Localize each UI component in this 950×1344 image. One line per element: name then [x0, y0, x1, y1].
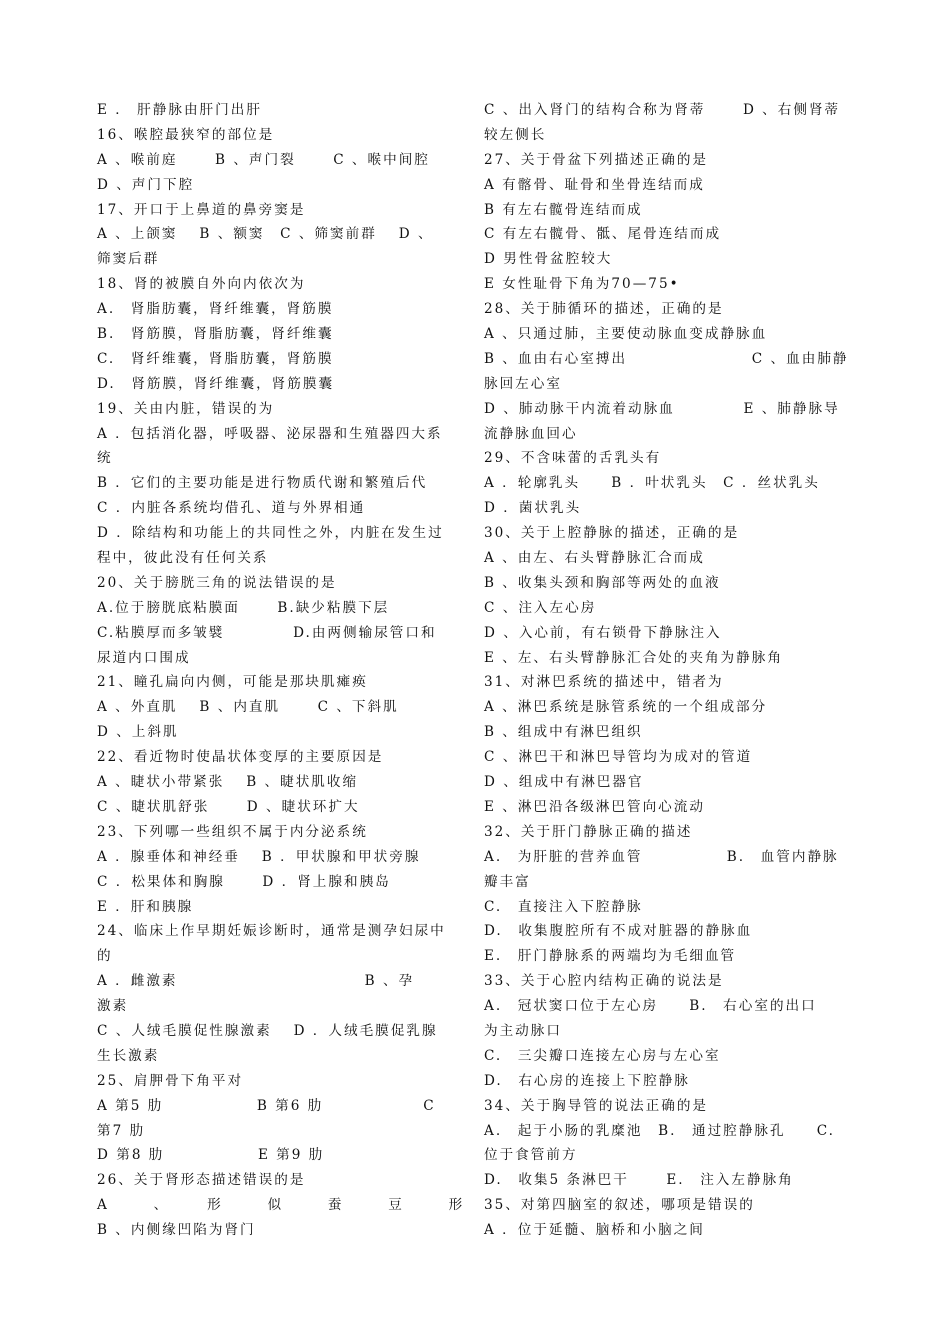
text-line: 筛窦后群	[97, 251, 160, 268]
text-line: D ．菌状乳头	[484, 500, 582, 517]
text-line: B ．它们的主要功能是进行物质代谢和繁殖后代	[97, 475, 428, 492]
text-line: 34、关于胸导管的说法正确的是	[484, 1097, 709, 1114]
text-line: E. 肝门静脉系的两端均为毛细血管	[484, 948, 737, 965]
text-line: D 、组成中有淋巴器官	[484, 774, 644, 791]
text-line: D. 肾筋膜，肾纤维囊，肾筋膜囊	[97, 375, 335, 392]
text-line: E ．肝和胰腺	[97, 898, 194, 915]
text-line: 的	[97, 948, 113, 965]
text-line: D. 右心房的连接上下腔静脉	[484, 1072, 690, 1089]
left-text-column	[97, 98, 467, 1243]
text-line: C. 直接注入下腔静脉	[484, 898, 643, 915]
text-line: C.粘膜厚而多皱襞 D.由两侧输尿管口和	[97, 624, 437, 641]
right-text-column	[484, 98, 854, 1243]
text-line: A 、 形 似 蚕 豆 形	[97, 1197, 464, 1214]
text-line: B 、血由右心室搏出 C 、血由肺静	[484, 350, 849, 367]
text-line: 22、看近物时使晶状体变厚的主要原因是	[97, 749, 384, 766]
text-line: B 、内侧缘凹陷为肾门	[97, 1222, 256, 1239]
text-line: D 、肺动脉干内流着动脉血 E 、肺静脉导	[484, 400, 840, 417]
text-line: A. 冠状窦口位于左心房 B. 右心室的出口	[484, 998, 817, 1015]
text-line: A 、外直肌 B 、内直肌 C 、下斜肌	[97, 699, 399, 716]
text-line: 35、对第四脑室的叙述，哪项是错误的	[484, 1197, 755, 1214]
text-line: B 有左右髋骨连结而成	[484, 201, 643, 218]
text-line: 25、肩胛骨下角平对	[97, 1072, 244, 1089]
text-line: A 、淋巴系统是脉管系统的一个组成部分	[484, 699, 768, 716]
text-line: E ． 肝静脉由肝门出肝	[97, 102, 262, 118]
text-line: D 男性骨盆腔较大	[484, 251, 613, 268]
text-line: C 、人绒毛膜促性腺激素 D ．人绒毛膜促乳腺	[97, 1022, 438, 1039]
text-line: 19、关由内脏，错误的为	[97, 400, 275, 417]
text-line: C. 肾纤维囊，肾脂肪囊，肾筋膜	[97, 350, 334, 367]
text-line: 21、瞳孔扁向内侧，可能是那块肌瘫痪	[97, 674, 368, 691]
text-line: B 、组成中有淋巴组织	[484, 724, 643, 741]
text-line: D ．除结构和功能上的共同性之外，内脏在发生过	[97, 525, 444, 542]
text-line: E 、淋巴沿各级淋巴管向心流动	[484, 798, 705, 815]
text-line: A 、睫状小带紧张 B 、睫状肌收缩	[97, 774, 359, 791]
text-line: D. 收集5 条淋巴干 E. 注入左静脉角	[484, 1172, 794, 1189]
text-line: 第7 肋	[97, 1122, 146, 1139]
text-line: A 第5 肋 B 第6 肋 C	[97, 1097, 436, 1114]
text-line: D 、声门下腔	[97, 176, 195, 193]
text-line: A ．包括消化器，呼吸器、泌尿器和生殖器四大系	[97, 425, 443, 442]
text-line: 16、喉腔最狭窄的部位是	[97, 126, 275, 143]
text-line: A ．腺垂体和神经垂 B ．甲状腺和甲状旁腺	[97, 848, 421, 865]
text-line: A 有髂骨、耻骨和坐骨连结而成	[484, 176, 705, 193]
text-line: A ．雌激素 B 、孕	[97, 973, 415, 990]
text-line: 统	[97, 450, 113, 467]
text-line: 26、关于肾形态描述错误的是	[97, 1172, 306, 1189]
text-line: 程中，彼此没有任何关系	[97, 550, 269, 567]
text-line: D 、上斜肌	[97, 724, 179, 741]
text-line: 23、下列哪一些组织不属于内分泌系统	[97, 823, 368, 840]
text-line: 位于食管前方	[484, 1147, 578, 1164]
text-line: 28、关于肺循环的描述，正确的是	[484, 301, 724, 318]
text-line: C. 三尖瓣口连接左心房与左心室	[484, 1047, 721, 1064]
text-line: 生长激素	[97, 1047, 160, 1064]
text-line: B. 肾筋膜，肾脂肪囊，肾纤维囊	[97, 326, 334, 343]
text-line: 17、开口于上鼻道的鼻旁窦是	[97, 201, 306, 218]
text-line: C ．松果体和胸腺 D ．肾上腺和胰岛	[97, 873, 391, 890]
text-line: C 、注入左心房	[484, 599, 597, 616]
text-line: A 、只通过肺，主要使动脉血变成静脉血	[484, 326, 768, 343]
text-line: E 、左、右头臂静脉汇合处的夹角为静脉角	[484, 649, 783, 666]
text-line: 流静脉血回心	[484, 425, 578, 442]
text-line: 27、关于骨盆下列描述正确的是	[484, 151, 709, 168]
text-line: 24、临床上作早期妊娠诊断时，通常是测孕妇尿中	[97, 923, 446, 940]
text-line: A. 肾脂肪囊，肾纤维囊，肾筋膜	[97, 301, 334, 318]
text-line: 33、关于心腔内结构正确的说法是	[484, 973, 724, 990]
text-line: C 、睫状肌舒张 D 、睫状环扩大	[97, 798, 360, 815]
text-line: 脉回左心室	[484, 375, 562, 392]
text-line: 31、对淋巴系统的描述中，错者为	[484, 674, 724, 691]
text-line: B 、收集头颈和胸部等两处的血液	[484, 574, 721, 591]
text-line: 为主动脉口	[484, 1022, 562, 1039]
text-line: E 女性耻骨下角为70—75•	[484, 276, 680, 293]
text-line: A.位于膀胱底粘膜面 B.缺少粘膜下层	[97, 599, 390, 616]
text-line: 18、肾的被膜自外向内依次为	[97, 276, 306, 293]
text-line: C ．内脏各系统均借孔、道与外界相通	[97, 500, 366, 517]
text-line: A. 起于小肠的乳糜池 B. 通过腔静脉孔 C.	[484, 1122, 835, 1139]
text-line: 尿道内口围成	[97, 649, 191, 666]
text-line: 30、关于上腔静脉的描述，正确的是	[484, 525, 740, 542]
text-line: D 第8 肋 E 第9 肋	[97, 1147, 325, 1164]
text-line: 较左侧长	[484, 126, 547, 143]
text-line: A ．位于延髓、脑桥和小脑之间	[484, 1222, 705, 1239]
text-line: C 有左右髋骨、骶、尾骨连结而成	[484, 226, 722, 243]
text-line: A 、喉前庭 B 、声门裂 C 、喉中间腔	[97, 151, 430, 168]
text-line: 32、关于肝门静脉正确的描述	[484, 823, 693, 840]
text-line: A 、上颌窦 B 、额窦 C 、筛窦前群 D 、	[97, 226, 434, 243]
text-line: 29、不含味蕾的舌乳头有	[484, 450, 662, 467]
text-line: C 、淋巴干和淋巴导管均为成对的管道	[484, 749, 753, 766]
text-line: D. 收集腹腔所有不成对脏器的静脉血	[484, 923, 753, 940]
text-line: 20、关于膀胱三角的说法错误的是	[97, 574, 337, 591]
text-line: A 、由左、右头臂静脉汇合而成	[484, 550, 705, 567]
text-line: A ．轮廓乳头 B ．叶状乳头 C ．丝状乳头	[484, 475, 820, 492]
text-line: 瓣丰富	[484, 873, 531, 890]
text-line: D 、入心前，有右锁骨下静脉注入	[484, 624, 722, 641]
text-line: C 、出入肾门的结构合称为肾蒂 D 、右侧肾蒂	[484, 102, 841, 118]
text-line: 激素	[97, 998, 129, 1015]
text-line: A. 为肝脏的营养血管 B. 血管内静脉	[484, 848, 839, 865]
